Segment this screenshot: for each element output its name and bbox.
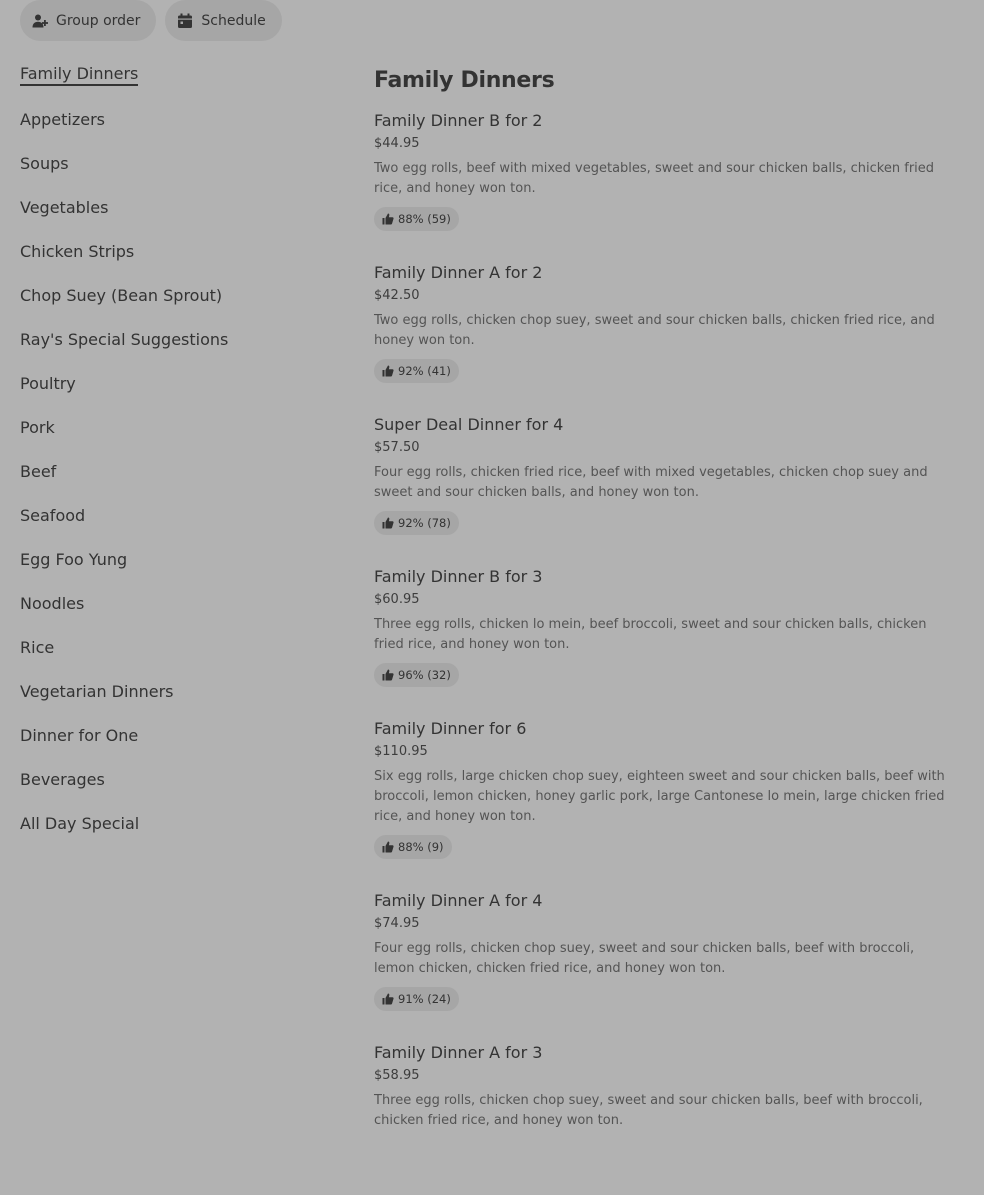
rating-text: 92% (78) [398,516,451,530]
sidebar-item-pork[interactable]: Pork [20,418,55,437]
item-description: Four egg rolls, chicken fried rice, beef with mixed vegetables, chicken chop suey and sweet and sour chicken balls, and honey won ton. [374,465,928,500]
thumbs-up-icon [382,365,394,377]
item-price: $42.50 [374,288,420,303]
item-name: Family Dinner A for 3 [374,1043,543,1062]
sidebar-item-egg-foo-yung[interactable]: Egg Foo Yung [20,550,128,569]
item-description: Two egg rolls, beef with mixed vegetables, sweet and sour chicken balls, chicken fried rice, and honey won ton. [374,161,935,196]
sidebar-item-appetizers[interactable]: Appetizers [20,110,105,129]
sidebar-item-poultry[interactable]: Poultry [20,374,76,393]
item-price: $110.95 [374,744,428,759]
rating-text: 96% (32) [398,668,451,682]
menu-item[interactable] [374,719,960,891]
item-name: Family Dinner for 6 [374,719,527,738]
sidebar-item-all-day-special[interactable]: All Day Special [20,814,140,833]
item-name: Family Dinner B for 2 [374,111,543,130]
rating-badge [374,835,452,859]
rating-badge [374,663,459,687]
sidebar-item-soups[interactable]: Soups [20,154,69,173]
top-actions [20,0,282,41]
rating-text: 92% (41) [398,364,451,378]
sidebar-item-vegetarian-dinners[interactable]: Vegetarian Dinners [20,682,174,701]
schedule-label: Schedule [201,12,266,29]
rating-badge [374,359,459,383]
menu-item[interactable] [374,1043,960,1195]
item-name: Family Dinner B for 3 [374,567,543,586]
rating-text: 88% (9) [398,840,444,854]
item-description: Six egg rolls, large chicken chop suey, eighteen sweet and sour chicken balls, beef with broccoli, lemon chicken, honey garlic pork, large Cantonese lo mein, large chicken fried rice, and honey won ton. [374,769,945,824]
sidebar-item-rice[interactable]: Rice [20,638,55,657]
sidebar-item-seafood[interactable]: Seafood [20,506,86,525]
sidebar-item-beef[interactable]: Beef [20,462,57,481]
item-price: $74.95 [374,916,420,931]
item-price: $57.50 [374,440,420,455]
item-name: Family Dinner A for 2 [374,263,543,282]
item-price: $44.95 [374,136,420,151]
rating-badge [374,987,459,1011]
rating-badge [374,511,459,535]
sidebar-item-chicken-strips[interactable]: Chicken Strips [20,242,135,261]
menu-item[interactable] [374,891,960,1043]
sidebar-item-vegetables[interactable]: Vegetables [20,198,109,217]
menu-item[interactable] [374,263,960,415]
sidebar-item-beverages[interactable]: Beverages [20,770,105,789]
item-name: Family Dinner A for 4 [374,891,543,910]
sidebar-item-dinner-for-one[interactable]: Dinner for One [20,726,139,745]
item-description: Four egg rolls, chicken chop suey, sweet and sour chicken balls, beef with broccoli, lemon chicken, chicken fried rice, and honey won ton. [374,941,915,976]
menu-item[interactable] [374,111,960,263]
item-price: $60.95 [374,592,420,607]
sidebar-item-rays-special-suggestions[interactable]: Ray's Special Suggestions [20,330,229,349]
thumbs-up-icon [382,669,394,681]
menu-section [374,62,960,1195]
schedule-button[interactable] [165,0,281,41]
item-description: Three egg rolls, chicken chop suey, sweet and sour chicken balls, beef with broccoli, chicken fried rice, and honey won ton. [374,1093,923,1128]
group-order-button[interactable] [20,0,156,41]
sidebar-item-noodles[interactable]: Noodles [20,594,85,613]
thumbs-up-icon [382,993,394,1005]
thumbs-up-icon [382,213,394,225]
menu-item-list [374,111,960,1195]
item-description: Two egg rolls, chicken chop suey, sweet and sour chicken balls, chicken fried rice, and honey won ton. [374,313,935,348]
item-description: Three egg rolls, chicken lo mein, beef broccoli, sweet and sour chicken balls, chicken fried rice, and honey won ton. [374,617,927,652]
group-order-label: Group order [56,12,141,29]
sidebar-item-chop-suey[interactable]: Chop Suey (Bean Sprout) [20,286,223,305]
calendar-icon [177,13,193,29]
menu-item[interactable] [374,415,960,567]
category-sidebar [20,62,320,856]
rating-text: 91% (24) [398,992,451,1006]
thumbs-up-icon [382,841,394,853]
person-add-icon [32,13,48,29]
menu-item[interactable] [374,567,960,719]
rating-badge [374,207,459,231]
item-price: $58.95 [374,1068,420,1083]
rating-text: 88% (59) [398,212,451,226]
item-name: Super Deal Dinner for 4 [374,415,564,434]
section-title: Family Dinners [374,68,555,93]
sidebar-item-family-dinners[interactable]: Family Dinners [20,62,320,108]
thumbs-up-icon [382,517,394,529]
